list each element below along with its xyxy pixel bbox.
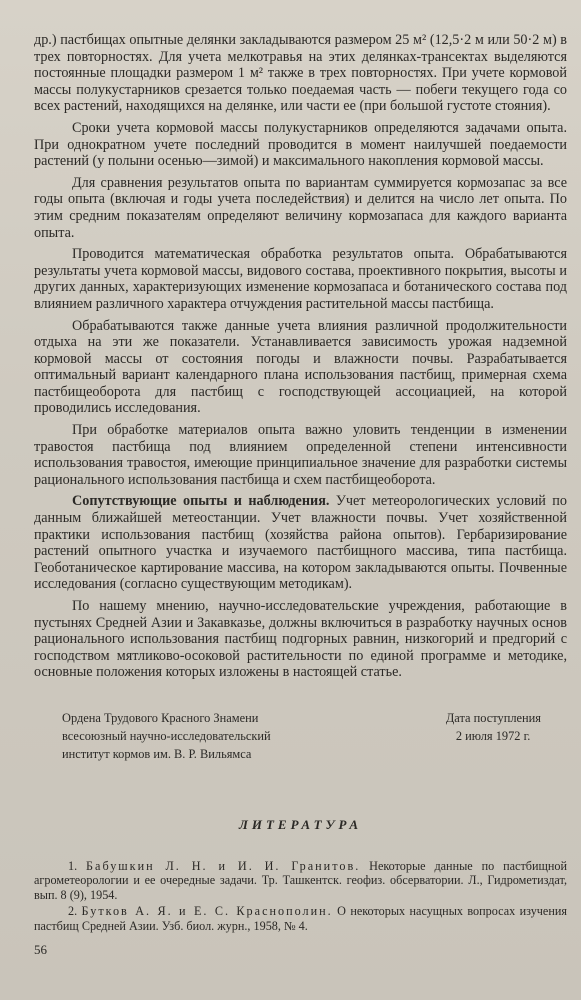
- reference-number: 2.: [68, 904, 78, 919]
- literature-heading: ЛИТЕРАТУРА: [238, 816, 363, 832]
- section-lead-text: Учет метеорологических условий по данным ближайшей метеостанции. Учет влажности почвы. Учет хозяйственной практики использования пастбищ (хозяйства района опытов). Гербаризирование растений опытного участка и изучаемого пастбищного массива, типа пастбища. Геоботаническое картирование массива, на котором закладываются опыты. Почвенные исследования (согласно существующим методикам).: [34, 493, 567, 593]
- paragraph-5: Обрабатываются также данные учета влияния различной продолжительности отдыха на эти же показатели. Устанавливается зависимость урожая надземной кормовой массы от состояния погоды и влажности почвы. Разрабатывается оптимальный вариант календарного плана использования пастбищ, примерная схема пастбищеоборота для пастбищ с господствующей ассоциацией, на которой проводились исследования.: [34, 317, 567, 417]
- paragraph-6: При обработке материалов опыта важно уловить тенденции в изменении травостоя пастбища под влиянием определенной степени интенсивности использования травостоя, имеющие принципиальное значение для разработки системы рационального использования пастбища и схем пастбищеоборота.: [34, 422, 567, 488]
- institution-block: [34, 709, 271, 763]
- institution-line: всесоюзный научно-исследовательский: [62, 728, 271, 743]
- paragraph-final: По нашему мнению, научно-исследовательские учреждения, работающие в пустынях Средней Азии и Закавказье, должны включиться в разработку научных основ рационального использования пастбищ подгорных равнин, низкогорий и предгорий с господством мятликово-осоковой растительности по единой программе и методике, основные положения которых изложены в настоящей статье.: [34, 598, 567, 681]
- article-body: [34, 32, 567, 681]
- paragraph-accompanying: [34, 493, 567, 593]
- institution-line: Ордена Трудового Красного Знамени: [62, 710, 259, 725]
- institution-line: институт кормов им. В. Р. Вильямса: [62, 746, 252, 761]
- article-footer: [34, 709, 567, 763]
- reference-number: 1.: [68, 858, 78, 873]
- paragraph-3: Для сравнения результатов опыта по вариантам суммируется кормозапас за все годы опыта (включая и годы учета последействия) и делится на число лет опыта. По этим средним показателям определяют величину кормозапаса для каждого варианта опыта.: [34, 174, 567, 241]
- reference-text: О некоторых насущных вопросах изучения пастбищ Средней Азии. Узб. биол. журн., 1958, № 4.: [34, 904, 567, 933]
- reference-text: Некоторые данные по пастбищной агрометеорологии и ее очередные задачи. Тр. Ташкентск. геофиз. обсерватории. Л., Гидрометиздат, вып. 8 (9), 1954.: [34, 858, 568, 902]
- reference-authors: Бабушкин Л. Н. и И. И. Гранитов.: [86, 858, 361, 873]
- date-value: 2 июля 1972 г.: [455, 728, 531, 743]
- paragraph-4: Проводится математическая обработка результатов опыта. Обрабатываются результаты учета кормовой массы, видового состава, проективного покрытия, высоты и других данных, характеризующих изменение кормозапаса и ботанического состава под влиянием различного характера отчуждения растительной массы пастбища.: [34, 246, 567, 312]
- page-number: 56: [34, 942, 47, 957]
- paragraph-2: Сроки учета кормовой массы полукустарников определяются задачами опыта. При однократном учете последний проводится в момент наилучшей поедаемости растений (у полыни осенью—зимой) и максимального накопления кормовой массы.: [34, 119, 567, 170]
- reference-authors: Бутков А. Я. и Е. С. Краснополин.: [81, 904, 333, 919]
- reference-item: [34, 859, 567, 902]
- reference-list: [34, 859, 567, 933]
- received-date-block: [446, 709, 567, 763]
- section-lead-bold: Сопутствующие опыты и наблюдения.: [72, 493, 330, 510]
- reference-item: [34, 904, 567, 933]
- paragraph-1: др.) пастбищах опытные делянки закладываются размером 25 м² (12,5·2 м или 50·2 м) в трех повторностях. Для учета мелкотравья на этих делянках-трансектах выделяются постоянные площадки размером 1 м² также в трех повторностях. При учете кормовой массы полукустарников срезается только поедаемая часть — побеги текущего года со всех растений, находящихся на делянке, или части ее (при большой густоте стояния).: [34, 32, 567, 115]
- date-label: Дата поступления: [445, 710, 541, 725]
